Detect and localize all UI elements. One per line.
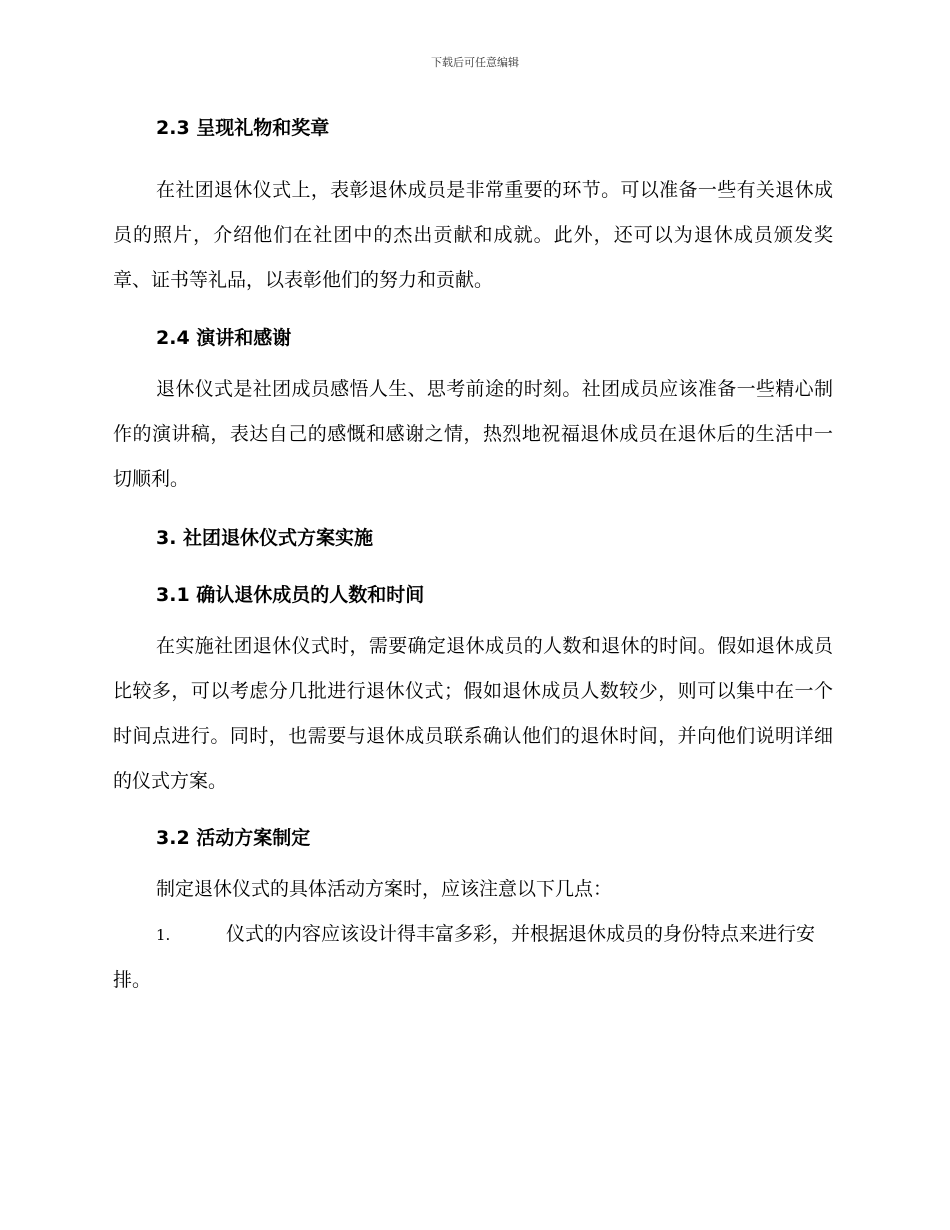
list-item-number: 1.	[156, 926, 171, 944]
list-item	[113, 912, 833, 1003]
page-header: 下载后可任意编辑	[431, 56, 519, 69]
section-heading-2-4: 2.4 演讲和感谢	[156, 327, 292, 349]
section-heading-3-2: 3.2 活动方案制定	[156, 827, 311, 849]
document-body	[113, 110, 833, 1003]
list-item-text: 仪式的内容应该设计得丰富多彩，并根据退休成员的身份特点来进行安排。	[113, 923, 816, 991]
section-heading-3: 3. 社团退休仪式方案实施	[156, 527, 374, 549]
section-heading-2-3: 2.3 呈现礼物和奖章	[156, 117, 330, 139]
section-paragraph-3-1: 在实施社团退休仪式时，需要确定退休成员的人数和退休的时间。假如退休成员比较多，可以考虑分几批进行退休仪式；假如退休成员人数较少，则可以集中在一个时间点进行。同时，也需要与退休成员联系确认他们的退休时间，并向他们说明详细的仪式方案。	[113, 635, 833, 792]
section-paragraph-2-3: 在社团退休仪式上，表彰退休成员是非常重要的环节。可以准备一些有关退休成员的照片，介绍他们在社团中的杰出贡献和成就。此外，还可以为退休成员颁发奖章、证书等礼品，以表彰他们的努力和贡献。	[113, 179, 833, 291]
section-paragraph-2-4: 退休仪式是社团成员感悟人生、思考前途的时刻。社团成员应该准备一些精心制作的演讲稿，表达自己的感慨和感谢之情，热烈地祝福退休成员在退休后的生活中一切顺利。	[113, 378, 833, 490]
section-heading-3-1: 3.1 确认退休成员的人数和时间	[156, 584, 425, 606]
section-paragraph-3-2: 制定退休仪式的具体活动方案时，应该注意以下几点：	[156, 878, 613, 900]
